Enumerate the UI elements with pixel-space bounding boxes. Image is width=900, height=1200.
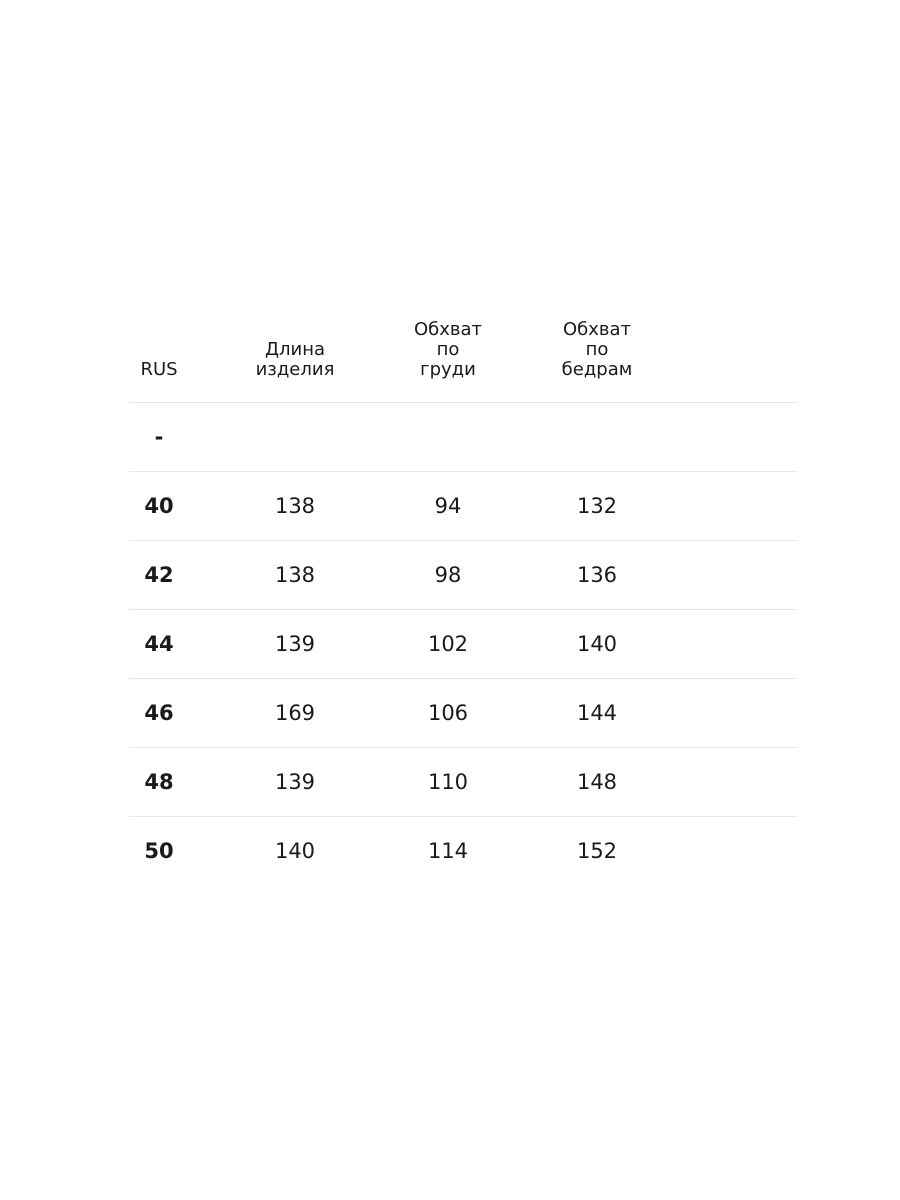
- length-cell: [239, 403, 351, 471]
- header-length: Длина изделия: [255, 339, 335, 380]
- bust-cell: 102: [427, 632, 469, 656]
- bust-cell: 98: [434, 563, 462, 587]
- size-cell: -: [154, 425, 164, 449]
- bust-cell: 106: [427, 701, 469, 725]
- header-bust: Обхват по груди: [413, 319, 483, 380]
- bust-cell: 110: [427, 770, 469, 794]
- hip-cell: 144: [576, 701, 618, 725]
- bust-cell: 94: [434, 494, 462, 518]
- table-row: [129, 472, 797, 541]
- size-cell: 42: [144, 563, 174, 587]
- table-row: [129, 610, 797, 679]
- table-header: [129, 300, 797, 403]
- header-size: RUS: [140, 359, 178, 380]
- length-cell: 138: [274, 494, 316, 518]
- length-cell: 139: [274, 632, 316, 656]
- length-cell: 139: [274, 770, 316, 794]
- size-table: [129, 300, 797, 885]
- hip-cell: [542, 403, 652, 471]
- hip-cell: 152: [576, 839, 618, 863]
- size-cell: 46: [144, 701, 174, 725]
- size-cell: 50: [144, 839, 174, 863]
- bust-cell: [393, 403, 503, 471]
- table-row: [129, 679, 797, 748]
- hip-cell: 136: [576, 563, 618, 587]
- table-row: [129, 541, 797, 610]
- size-cell: 40: [144, 494, 174, 518]
- hip-cell: 148: [576, 770, 618, 794]
- table-row: [129, 403, 797, 472]
- bust-cell: 114: [427, 839, 469, 863]
- header-hip: Обхват по бедрам: [561, 319, 633, 380]
- hip-cell: 132: [576, 494, 618, 518]
- table-row: [129, 748, 797, 817]
- length-cell: 140: [274, 839, 316, 863]
- length-cell: 138: [274, 563, 316, 587]
- table-row: [129, 817, 797, 885]
- size-cell: 48: [144, 770, 174, 794]
- hip-cell: 140: [576, 632, 618, 656]
- length-cell: 169: [274, 701, 316, 725]
- size-cell: 44: [144, 632, 174, 656]
